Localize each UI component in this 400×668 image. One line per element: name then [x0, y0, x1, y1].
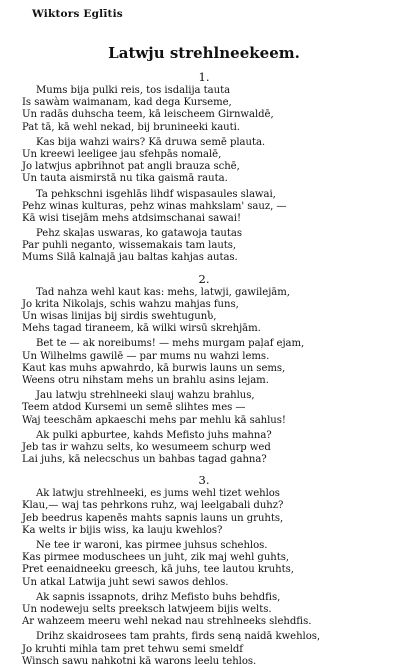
verse-line: Par puhli neganto, wissemakais tam lauts, — [22, 240, 237, 252]
section-number: 2. — [198, 271, 210, 286]
poem-body — [22, 70, 386, 668]
verse-line: Un wisas linijas bij sirdis swehtugunს, — [22, 311, 217, 322]
verse-line: Teem atdod Kursemi un semē slihtes mes — — [22, 402, 246, 414]
verse-line: Drihz skaidrosees tam prahts, firds seną naidā kwehlos, — [36, 631, 321, 643]
verse-line: Kā wisi tisejām mehs atdsimschanai sawai! — [22, 212, 241, 224]
poem-title: Latwju strehlneekeem. — [108, 44, 300, 62]
verse-line: Bet te — ak noreibums! — mehs murgam paļaf ejam, — [36, 338, 305, 350]
verse-line: Mums bija pulki reis, tos isdalija tauta — [36, 85, 231, 96]
verse-line: Mehs tagad tiraneem, kā wilki wirsū skrehjām. — [22, 323, 261, 335]
verse-line: Jo krita Nikolajs, schis wahzu mahjas funs, — [22, 298, 239, 310]
verse-line: Un kreewi leeligee jau sfehpās nomalē, — [22, 148, 222, 160]
verse-line: Pat tā, kā wehl nekad, bij brunineeki kauti. — [22, 121, 240, 133]
verse-line: Mums Silā kalnajā jau baltas kahjas autas. — [22, 252, 238, 264]
verse-line: Un Wilhelms gawilē — par mums nu wahzi lems. — [22, 350, 270, 362]
running-head: Wiktors Eglītis — [32, 8, 123, 20]
verse-line: Pret eenaidneeku greesch, kā juhs, tee lautou kruhts, — [22, 564, 294, 576]
verse-line: Pehz winas kulturas, pehz winas mahkslam' sauz, — — [22, 200, 287, 212]
verse-line: Ar wahzeem meeru wehl nekad nau strehlneeks slehdfis. — [22, 616, 312, 628]
verse-line: Weens otru nihstam mehs un brahlu asins lejam. — [22, 374, 269, 386]
verse-line: Kas pirmee moduschees un juht, zik maj wehl guhts, — [22, 552, 290, 564]
verse-line: Jeb tas ir wahzu selts, ko wesumeem schurp wed — [22, 441, 271, 453]
verse-line: Ak sapnis issapnots, drihz Mefisto buhs behdfis, — [36, 591, 281, 603]
verse-line: Jo latwjus apbrihnot pat angli brauza schē, — [22, 161, 240, 173]
section-number: 1. — [198, 70, 210, 84]
poem-section — [22, 70, 386, 265]
verse-line: Ak latwju strehlneeki, es jums wehl tizet wehlos — [36, 488, 280, 500]
verse-line: Kaut kas muhs apwahrdo, kā burwis launs un sems, — [22, 362, 286, 374]
verse-line: Ne tee ir waroni, kas pirmee juhsus schehlos. — [36, 540, 268, 551]
verse-line: Waj teeschām apkaeschi mehs par mehlu kā sahlus! — [22, 414, 286, 426]
verse-line: Jeb beedrus kapenēs mahts sapnis launs un gruhts, — [22, 512, 284, 524]
verse-line: Jau latwju strehlneeki slauj wahzu brahlus, — [36, 390, 255, 402]
verse-line: Klau,— waj tas pehrkons ruhz, waj leelgabali duhz? — [22, 500, 284, 512]
verse-line: Is sawàm waimanam, kad dega Kurseme, — [22, 97, 232, 109]
verse-line: Tad nahza wehl kaut kas: mehs, latwji, gawilejām, — [36, 286, 290, 298]
verse-line: Un radās duhschа teem, kā leischeem Girnwaldē, — [22, 109, 274, 121]
verse-line: Un nodeweju selts preeksch latwjeem bijis welts. — [22, 603, 272, 615]
verse-line: Ta pehkschni isgehlās lihdf wispasaules slawai, — [36, 188, 276, 200]
verse-line: Jo kruhti mihla tam pret tehwu semi smeldf — [22, 643, 243, 655]
verse-line: Winsch sawu nahkotni kā warons leelu tehlos. — [22, 655, 257, 667]
verse-line: Pehz skaļas uswaras, ko gatawoja tautas — [36, 228, 242, 240]
poem-section — [22, 473, 386, 668]
section-number: 3. — [198, 473, 210, 488]
verse-line: Ak pulki apburtee, kahds Mefisto juhs mahna? — [36, 429, 272, 441]
verse-line: Ka welts ir bijis wiss, ka lauju kwehlos? — [22, 524, 223, 536]
verse-line: Un tauta aismirstā nu tika gaismā rauta. — [22, 173, 228, 185]
poem-section — [22, 272, 386, 467]
verse-line: Lai juhs, kā nelecschus un bahbas tagad gahna? — [22, 454, 267, 466]
verse-line: Un atkal Latwija juht sewi sawos dehlos. — [22, 576, 229, 588]
verse-line: Kas bija wahzi wairs? Kā druwa semē plauta. — [36, 136, 266, 148]
